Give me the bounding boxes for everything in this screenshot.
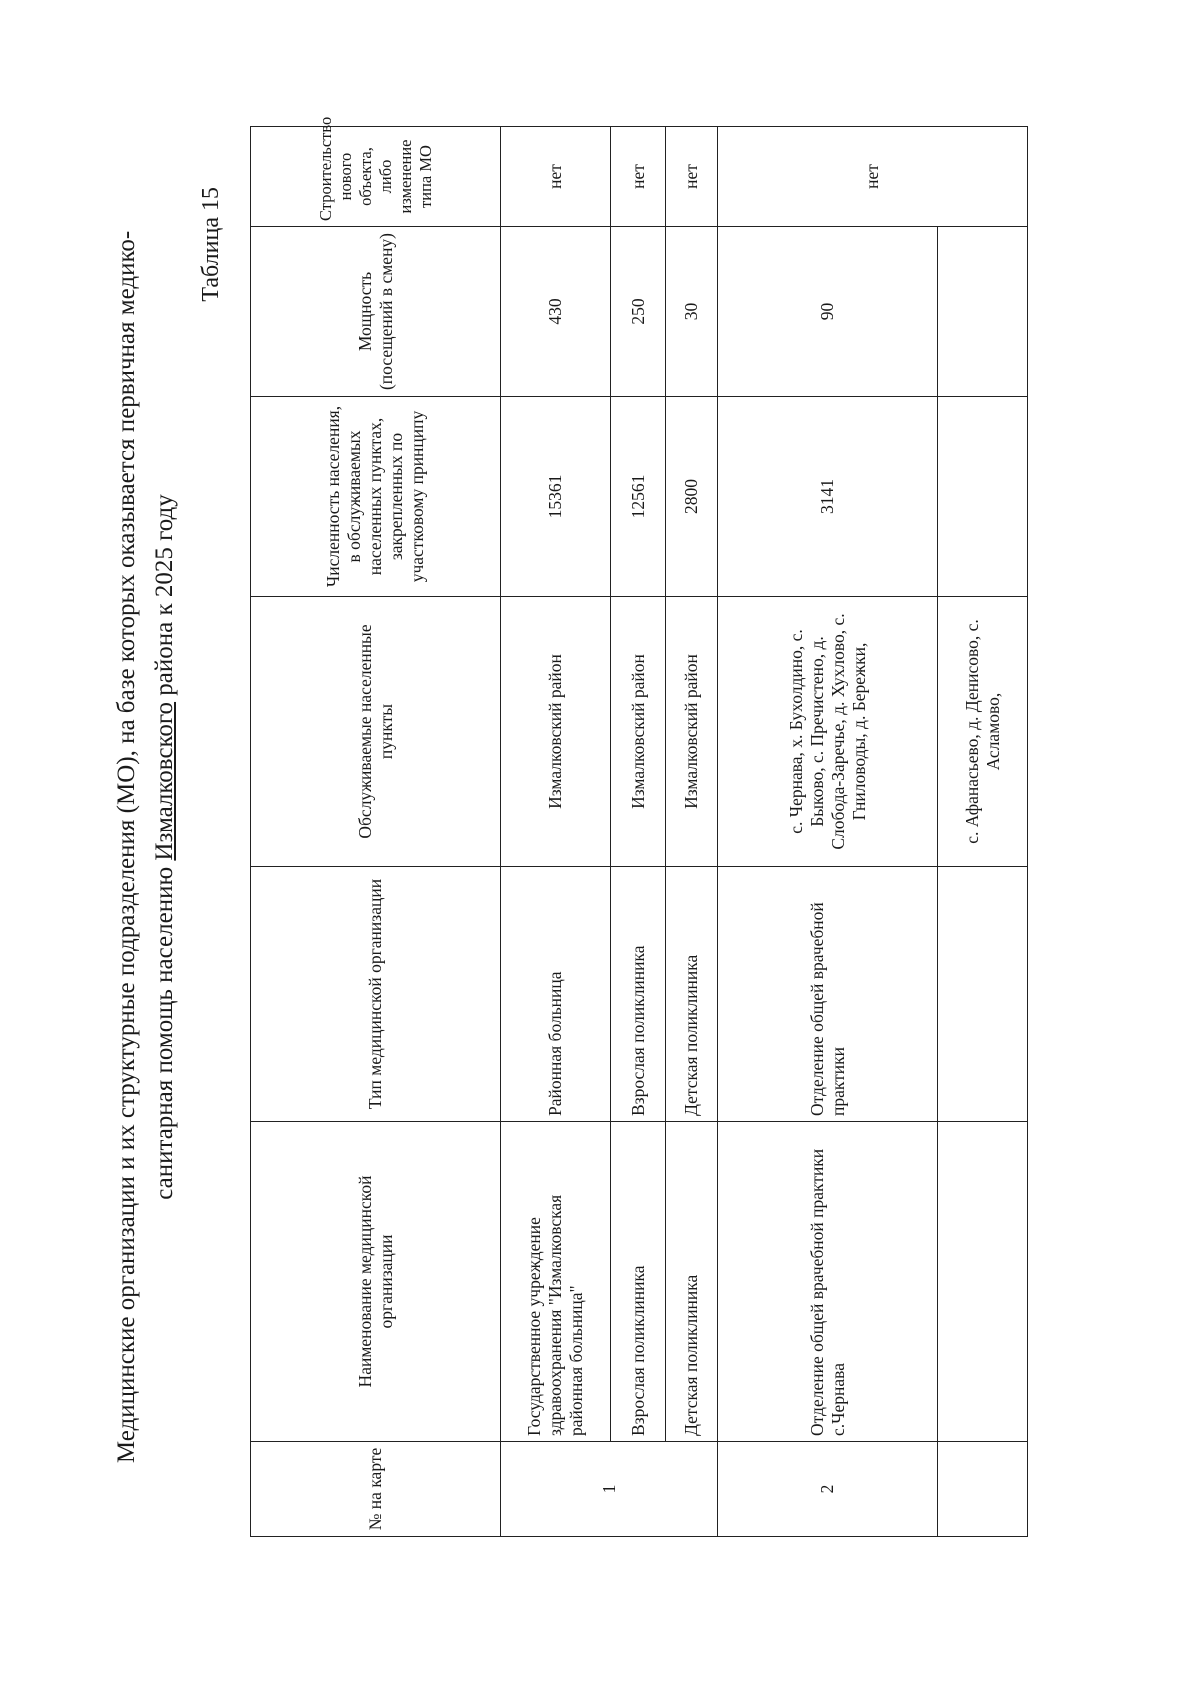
cell-name-empty xyxy=(938,1122,1028,1442)
cell-served: Измалковский район xyxy=(611,597,666,867)
cell-construction: нет xyxy=(718,127,1028,227)
cell-name: Детская поликлиника xyxy=(666,1122,718,1442)
cell-population: 12561 xyxy=(611,397,666,597)
cell-capacity: 430 xyxy=(501,227,611,397)
cell-name: Отделение общей врачебной практики с.Чернава xyxy=(718,1122,938,1442)
cell-population-empty xyxy=(938,397,1028,597)
cell-construction: нет xyxy=(666,127,718,227)
cell-capacity: 30 xyxy=(666,227,718,397)
table-number: Таблица 15 xyxy=(198,187,224,302)
cell-num-empty xyxy=(938,1442,1028,1537)
cell-type-empty xyxy=(938,867,1028,1122)
cell-type: Детская поликлиника xyxy=(666,867,718,1122)
cell-served: с. Чернава, х. Бухолдино, с. Быково, с. Пречистено, д. Слобода-Заречье, д. Хухлово, с. Гниловоды, д. Бережки, xyxy=(718,597,938,867)
title-line2-post: района к 2025 году xyxy=(151,494,178,702)
table-row xyxy=(938,127,1028,1537)
table-row xyxy=(611,127,666,1537)
cell-population: 15361 xyxy=(501,397,611,597)
header-num: № на карте xyxy=(251,1442,501,1537)
table-header-row xyxy=(251,127,501,1537)
cell-type: Отделение общей врачебной практики xyxy=(718,867,938,1122)
cell-type: Взрослая поликлиника xyxy=(611,867,666,1122)
title-district-underlined: Измалковского xyxy=(151,701,178,861)
header-type: Тип медицинской организации xyxy=(251,867,501,1122)
table-row xyxy=(718,127,938,1537)
cell-served: Измалковский район xyxy=(501,597,611,867)
title-line2-pre: санитарная помощь населению xyxy=(151,860,178,1200)
cell-num: 2 xyxy=(718,1442,938,1537)
cell-construction: нет xyxy=(611,127,666,227)
cell-name: Государственное учреждение здравоохранения "Измалковская районная больница" xyxy=(501,1122,611,1442)
table-row xyxy=(666,127,718,1537)
cell-population: 2800 xyxy=(666,397,718,597)
header-served: Обслуживаемые населенные пункты xyxy=(251,597,501,867)
cell-type: Районная больница xyxy=(501,867,611,1122)
facilities-table xyxy=(250,116,1028,1537)
cell-num: 1 xyxy=(501,1442,718,1537)
cell-construction: нет xyxy=(501,127,611,227)
header-name: Наименование медицинской организации xyxy=(251,1122,501,1442)
cell-capacity: 90 xyxy=(718,227,938,397)
table-row xyxy=(501,127,611,1537)
cell-served: с. Афанасьево, д. Денисово, с. Асламово, xyxy=(938,597,1028,867)
document-title-line2 xyxy=(148,117,182,1577)
cell-capacity-empty xyxy=(938,227,1028,397)
cell-population: 3141 xyxy=(718,397,938,597)
header-population: Численность населения, в обслуживаемых населенных пунктах, закрепленных по участковому принципу xyxy=(251,397,501,597)
cell-served: Измалковский район xyxy=(666,597,718,867)
cell-name: Взрослая поликлиника xyxy=(611,1122,666,1442)
header-capacity: Мощность (посещений в смену) xyxy=(251,227,501,397)
cell-capacity: 250 xyxy=(611,227,666,397)
header-construction: Строительство нового объекта, либо изменение типа МО xyxy=(251,127,501,227)
document-title-line1: Медицинские организации и их структурные подразделения (МО), на базе которых оказывается первичная медико- xyxy=(113,230,140,1464)
